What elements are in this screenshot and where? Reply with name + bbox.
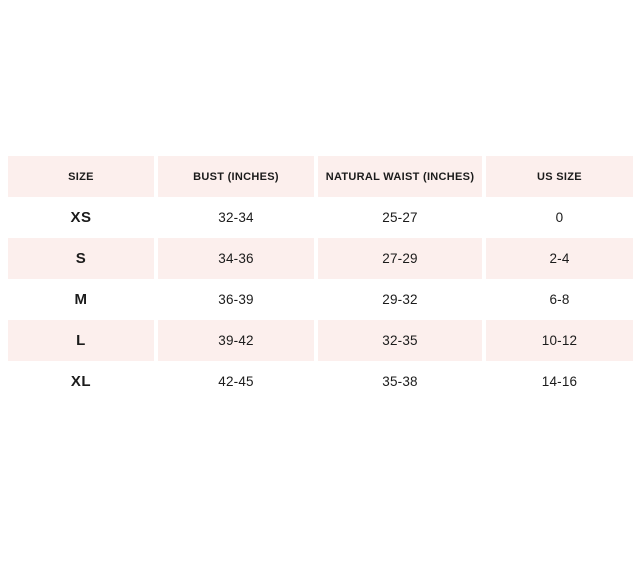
size-label: S	[8, 238, 154, 279]
waist-value: 27-29	[318, 238, 482, 279]
column-header-us-size: US SIZE	[486, 156, 633, 197]
column-header-size: SIZE	[8, 156, 154, 197]
waist-value: 32-35	[318, 320, 482, 361]
waist-value: 29-32	[382, 292, 418, 307]
table-row-xl	[8, 361, 633, 402]
size-label: L	[8, 320, 154, 361]
table-row-m	[8, 279, 633, 320]
waist-value: 25-27	[382, 210, 418, 225]
bust-value: 36-39	[218, 292, 254, 307]
size-chart-table	[8, 156, 633, 402]
waist-value: 35-38	[382, 374, 418, 389]
table-row-l	[8, 320, 633, 361]
us-size-value: 6-8	[549, 292, 570, 307]
us-size-value: 14-16	[541, 374, 578, 389]
bust-value: 34-36	[158, 238, 314, 279]
bust-value: 32-34	[218, 210, 254, 225]
us-size-value: 0	[555, 210, 564, 225]
bust-value: 39-42	[158, 320, 314, 361]
size-label: M	[74, 291, 88, 308]
column-header-waist: NATURAL WAIST (INCHES)	[318, 156, 482, 197]
column-header-bust: BUST (INCHES)	[158, 156, 314, 197]
table-row-s	[8, 238, 633, 279]
size-label: XS	[70, 209, 92, 226]
table-row-xs	[8, 197, 633, 238]
bust-value: 42-45	[218, 374, 254, 389]
us-size-value: 10-12	[486, 320, 633, 361]
size-label: XL	[70, 373, 92, 390]
us-size-value: 2-4	[486, 238, 633, 279]
table-header-row	[8, 156, 633, 197]
